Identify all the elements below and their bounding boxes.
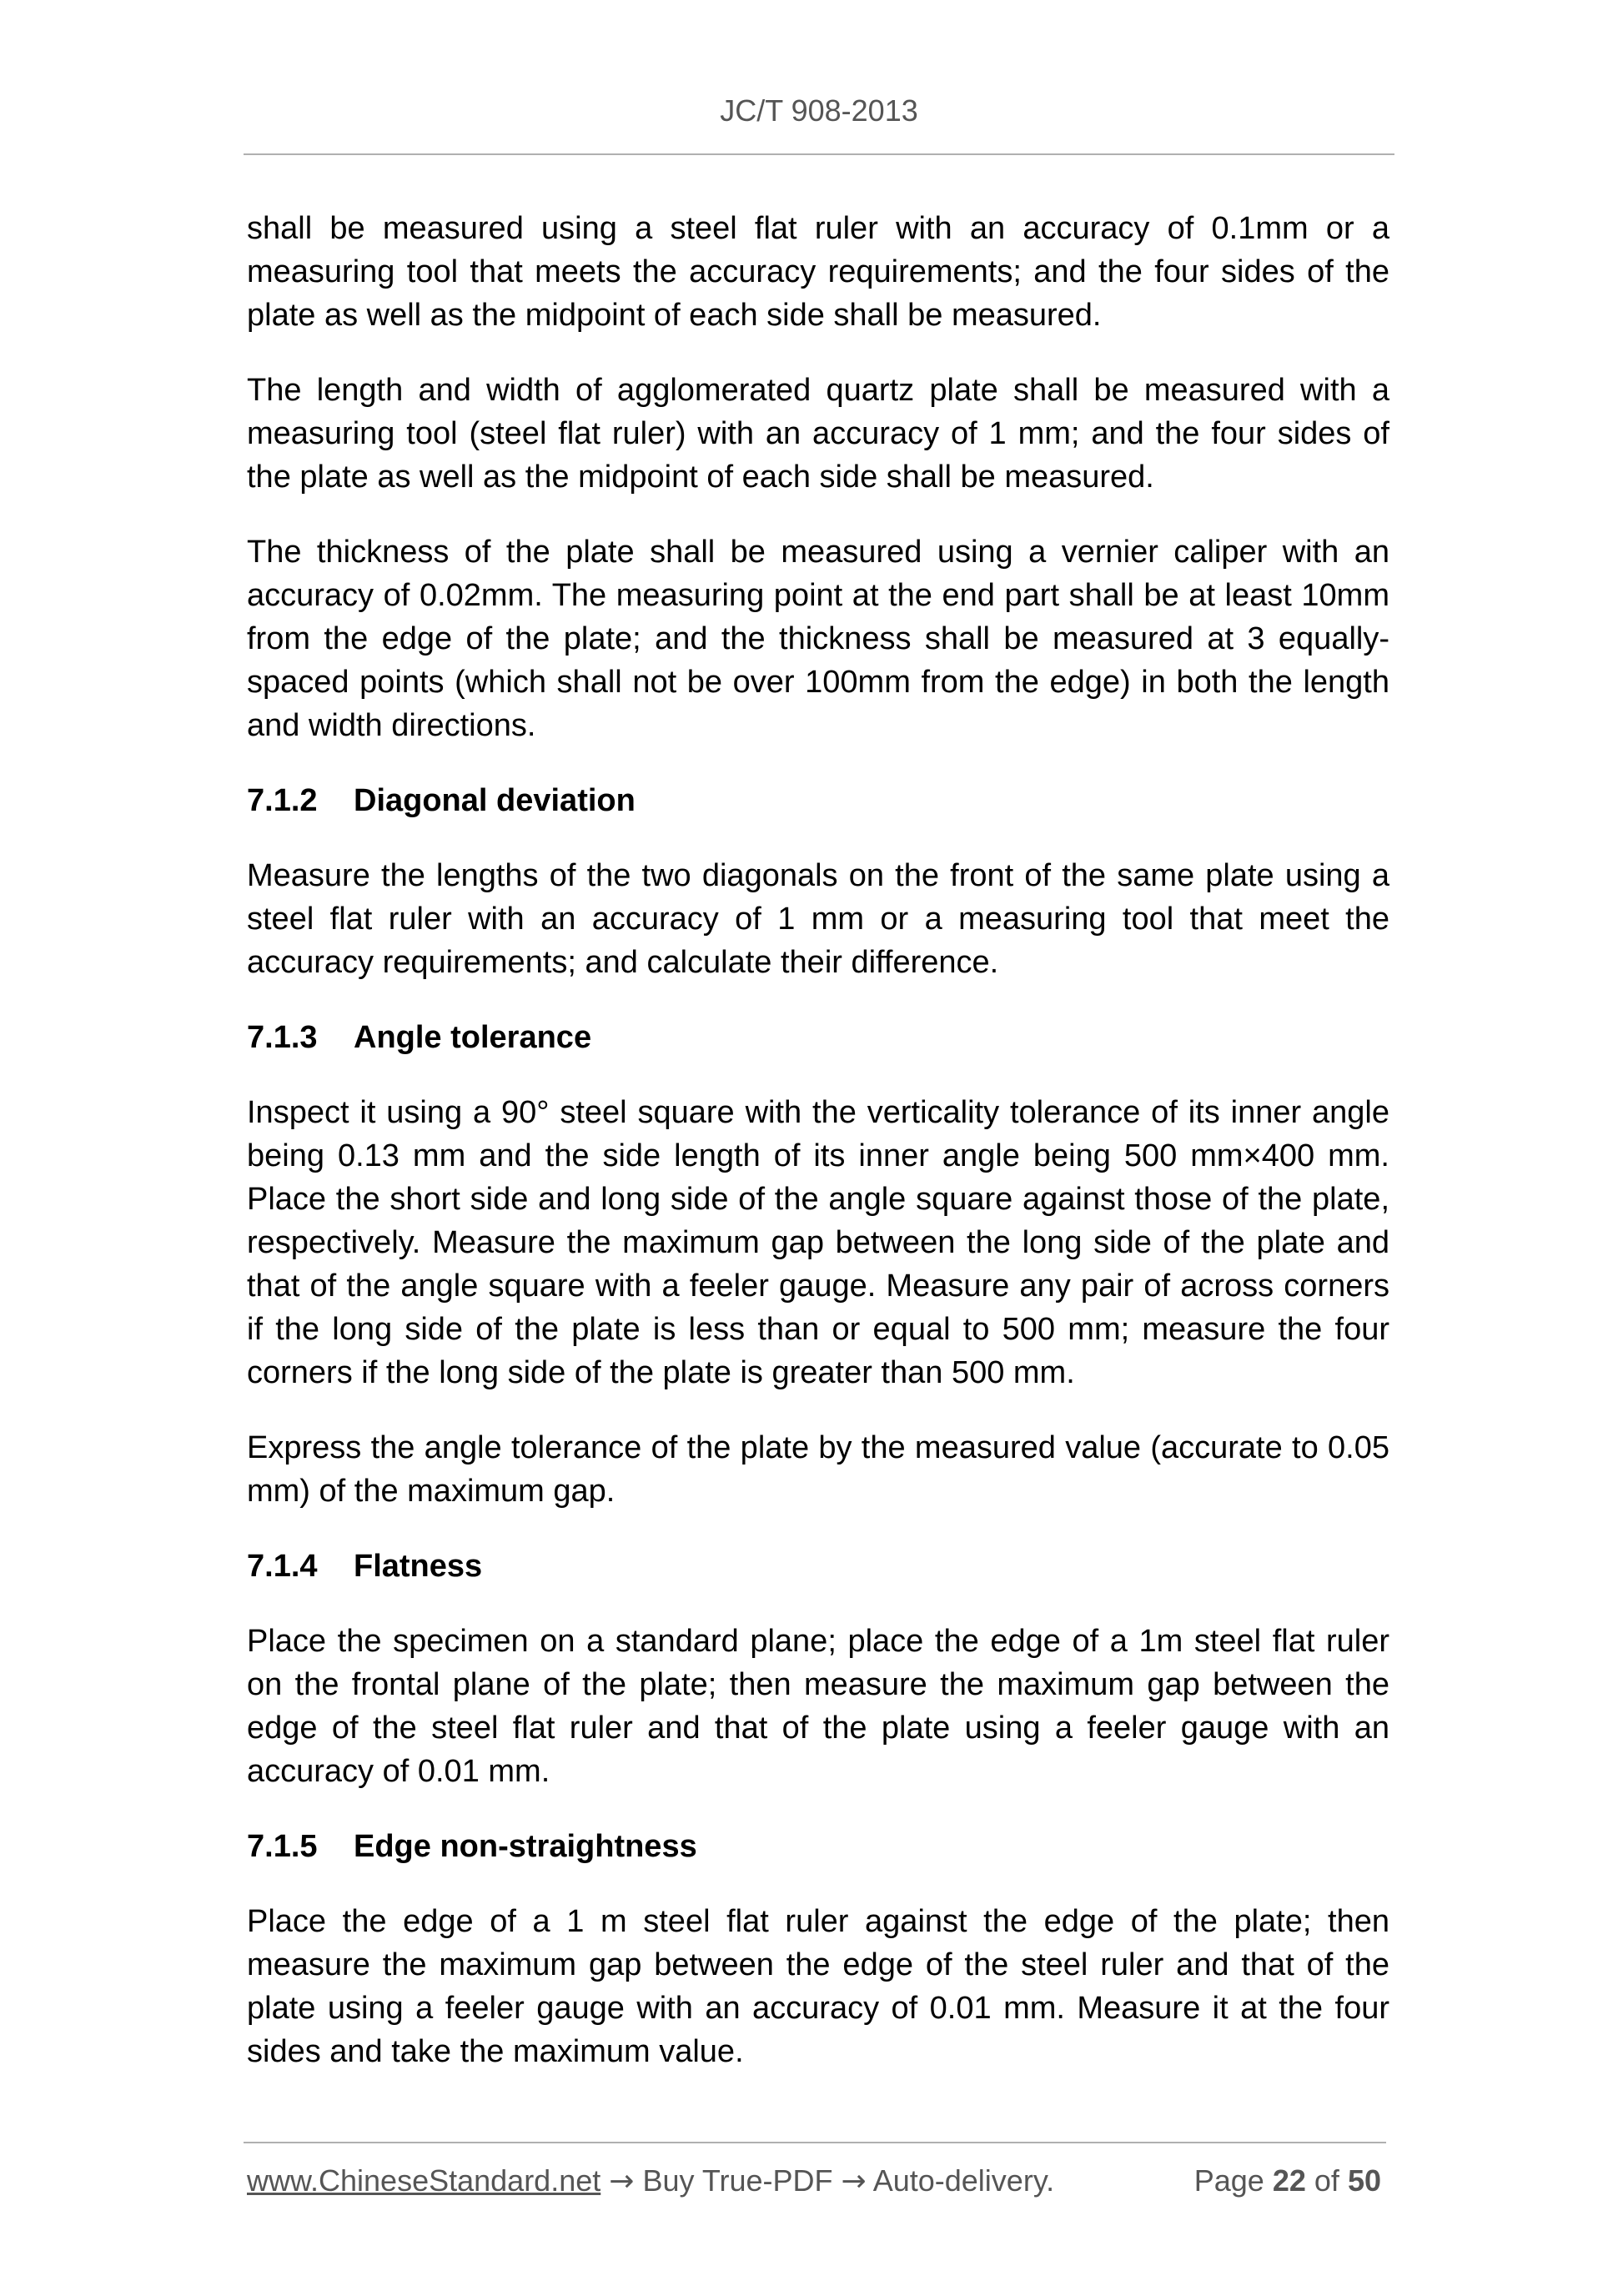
right-arrow-icon: → bbox=[609, 2164, 635, 2198]
section-title: Flatness bbox=[354, 1549, 483, 1584]
section-number: 7.1.4 bbox=[247, 1549, 318, 1584]
section-number: 7.1.3 bbox=[247, 1020, 318, 1055]
section-number: 7.1.5 bbox=[247, 1829, 318, 1864]
total-pages: 50 bbox=[1347, 2163, 1381, 2198]
page-number bbox=[1194, 2163, 1381, 2198]
section-title: Angle tolerance bbox=[354, 1020, 592, 1055]
section-title: Edge non-straightness bbox=[354, 1829, 697, 1864]
auto-delivery-text: Auto-delivery. bbox=[872, 2163, 1055, 2198]
paragraph: The length and width of agglomerated quartz plate shall be measured with a measuring tool (steel flat ruler) with an accuracy of 1 mm; and the four sides of the plate as well as the midpoint of each side shall be measured. bbox=[247, 373, 1389, 495]
document-header-title: JC/T 908-2013 bbox=[720, 93, 918, 128]
paragraph: Place the specimen on a standard plane; place the edge of a 1m steel flat ruler on the frontal plane of the plate; then measure the maximum gap between the edge of the steel flat ruler and that of the plate using a feeler gauge with an accuracy of 0.01 mm. bbox=[247, 1624, 1389, 1789]
section-heading-7-1-5 bbox=[247, 1825, 1389, 1868]
paragraph: Express the angle tolerance of the plate by the measured value (accurate to 0.05 mm) of the maximum gap. bbox=[247, 1430, 1389, 1509]
footer-divider bbox=[244, 2142, 1386, 2143]
page-label: Page bbox=[1193, 2163, 1264, 2198]
paragraph: Inspect it using a 90° steel square with the verticality tolerance of its inner angle being 0.13 mm and the side length of its inner angle being 500 mm×400 mm. Place the short side and long side of the angle square against those of the plate, respectively. Measure the maximum gap between the long side of the plate and that of the angle square with a feeler gauge. Measure any pair of across corners if the long side of the plate is less than or equal to 500 mm; measure the four corners if the long side of the plate is greater than 500 mm. bbox=[247, 1095, 1389, 1390]
footer-promo bbox=[247, 2163, 1054, 2198]
section-heading-7-1-3 bbox=[247, 1016, 1389, 1059]
paragraph: The thickness of the plate shall be measured using a vernier caliper with an accuracy of 0.02mm. The measuring point at the end part shall be at least 10mm from the edge of the plate; and the thickness shall be measured at 3 equally-spaced points (which shall not be over 100mm from the edge) in both the length and width directions. bbox=[247, 535, 1389, 743]
section-title: Diagonal deviation bbox=[354, 783, 636, 818]
buy-true-pdf-text: Buy True-PDF bbox=[642, 2163, 833, 2198]
of-label: of bbox=[1314, 2163, 1339, 2198]
current-page: 22 bbox=[1272, 2163, 1306, 2198]
paragraph: Measure the lengths of the two diagonals on the front of the same plate using a steel flat ruler with an accuracy of 1 mm or a measuring tool that meet the accuracy requirements; and calculate their difference. bbox=[247, 858, 1389, 980]
section-heading-7-1-4 bbox=[247, 1545, 1389, 1588]
right-arrow-icon: → bbox=[841, 2164, 867, 2198]
header-divider bbox=[244, 153, 1394, 155]
website-link[interactable]: www.ChineseStandard.net bbox=[247, 2163, 601, 2198]
paragraph: Place the edge of a 1 m steel flat ruler against the edge of the plate; then measure the maximum gap between the edge of the steel ruler and that of the plate using a feeler gauge with an accuracy of 0.01 mm. Measure it at the four sides and take the maximum value. bbox=[247, 1904, 1389, 2069]
document-body bbox=[247, 207, 1389, 2105]
section-heading-7-1-2 bbox=[247, 779, 1389, 822]
section-number: 7.1.2 bbox=[247, 783, 318, 818]
paragraph: shall be measured using a steel flat ruler with an accuracy of 0.1mm or a measuring tool that meets the accuracy requirements; and the four sides of the plate as well as the midpoint of each side shall be measured. bbox=[247, 211, 1389, 333]
